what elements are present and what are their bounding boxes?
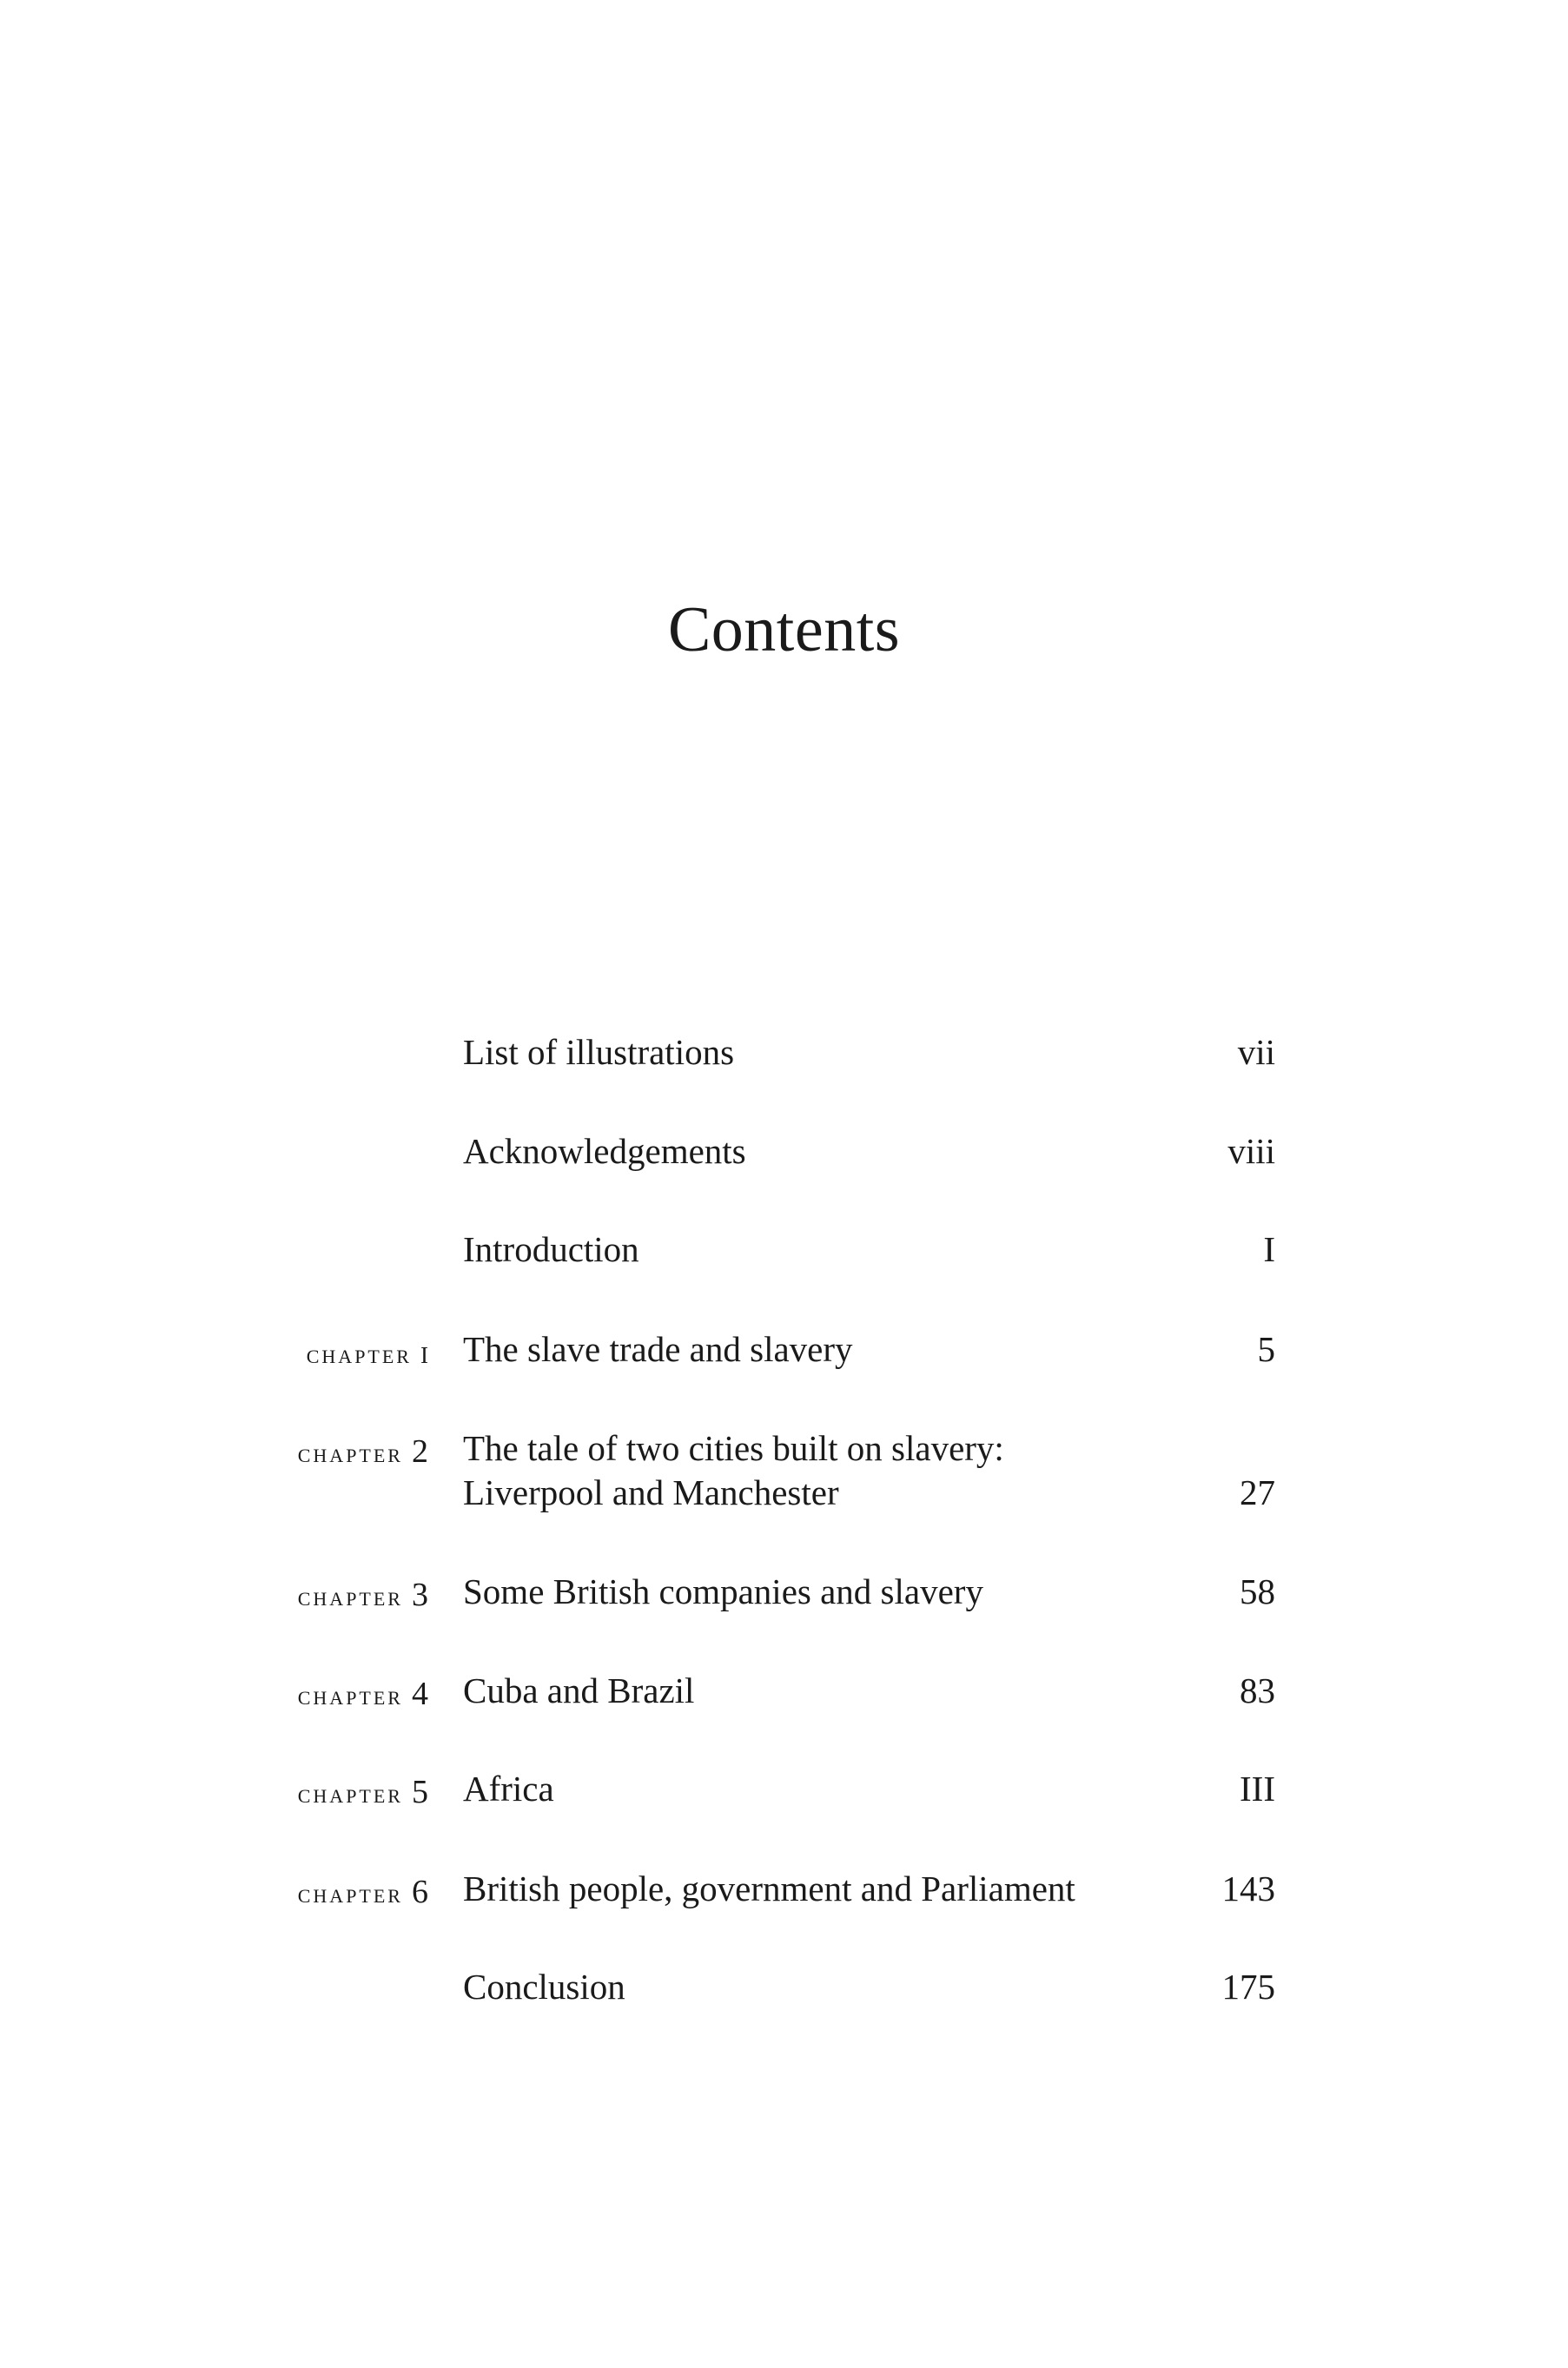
chapter-label (307, 1333, 428, 1372)
toc-entry (0, 1964, 1568, 2016)
toc-entry (0, 1668, 1568, 1720)
chapter-number: 3 (412, 1577, 428, 1613)
chapter-number: 5 (412, 1774, 428, 1810)
chapter-label (298, 1432, 428, 1471)
toc-entry-title: List of illustrations (463, 1032, 735, 1072)
toc-entry-title: Africa (463, 1769, 554, 1809)
toc-entry-page: 27 (1240, 1472, 1275, 1512)
toc-entry-page: 83 (1240, 1670, 1275, 1710)
chapter-word: chapter (297, 1778, 403, 1809)
toc-entry (0, 1866, 1568, 1918)
toc-entry-title-line-2: Liverpool and Manchester (463, 1472, 839, 1512)
chapter-word: chapter (306, 1339, 412, 1369)
toc-entry-title: Cuba and Brazil (463, 1670, 695, 1710)
toc-entry (0, 1425, 1568, 1530)
toc-entry-page: III (1240, 1769, 1275, 1809)
toc-entry-title: Introduction (463, 1229, 639, 1269)
toc-entry-page: 5 (1257, 1329, 1275, 1369)
toc-entry-page: I (1263, 1229, 1275, 1269)
chapter-number: 6 (412, 1874, 428, 1910)
chapter-word: chapter (297, 1581, 403, 1611)
chapter-number: i (420, 1334, 428, 1371)
chapter-word: chapter (297, 1438, 403, 1468)
toc-entry-page: vii (1237, 1032, 1275, 1072)
toc-entry (0, 1569, 1568, 1621)
chapter-label (298, 1675, 428, 1713)
toc-entry (0, 1029, 1568, 1081)
chapter-label (298, 1576, 428, 1614)
toc-entry-page: viii (1227, 1131, 1275, 1171)
toc-entry (0, 1227, 1568, 1279)
chapter-label (298, 1873, 428, 1911)
toc-entry-title: Acknowledgements (463, 1131, 746, 1171)
chapter-word: chapter (297, 1680, 403, 1710)
toc-entry-page: 175 (1221, 1967, 1275, 2007)
page-title: Contents (667, 594, 901, 665)
chapter-number: 4 (412, 1676, 428, 1712)
chapter-label (298, 1773, 428, 1811)
toc-entry-title: The slave trade and slavery (463, 1329, 853, 1369)
toc-entry-title: Conclusion (463, 1967, 625, 2007)
toc-entry-title: British people, government and Parliament (463, 1869, 1075, 1908)
toc-entry (0, 1128, 1568, 1181)
toc-entry-page: 143 (1221, 1869, 1275, 1908)
toc-entry (0, 1766, 1568, 1818)
chapter-number: 2 (412, 1433, 428, 1470)
chapter-word: chapter (297, 1878, 403, 1908)
toc-entry-page: 58 (1240, 1571, 1275, 1611)
toc-entry-title: Some British companies and slavery (463, 1571, 983, 1611)
toc-entry-title-line-1: The tale of two cities built on slavery: (463, 1428, 1004, 1468)
toc-entry (0, 1326, 1568, 1379)
